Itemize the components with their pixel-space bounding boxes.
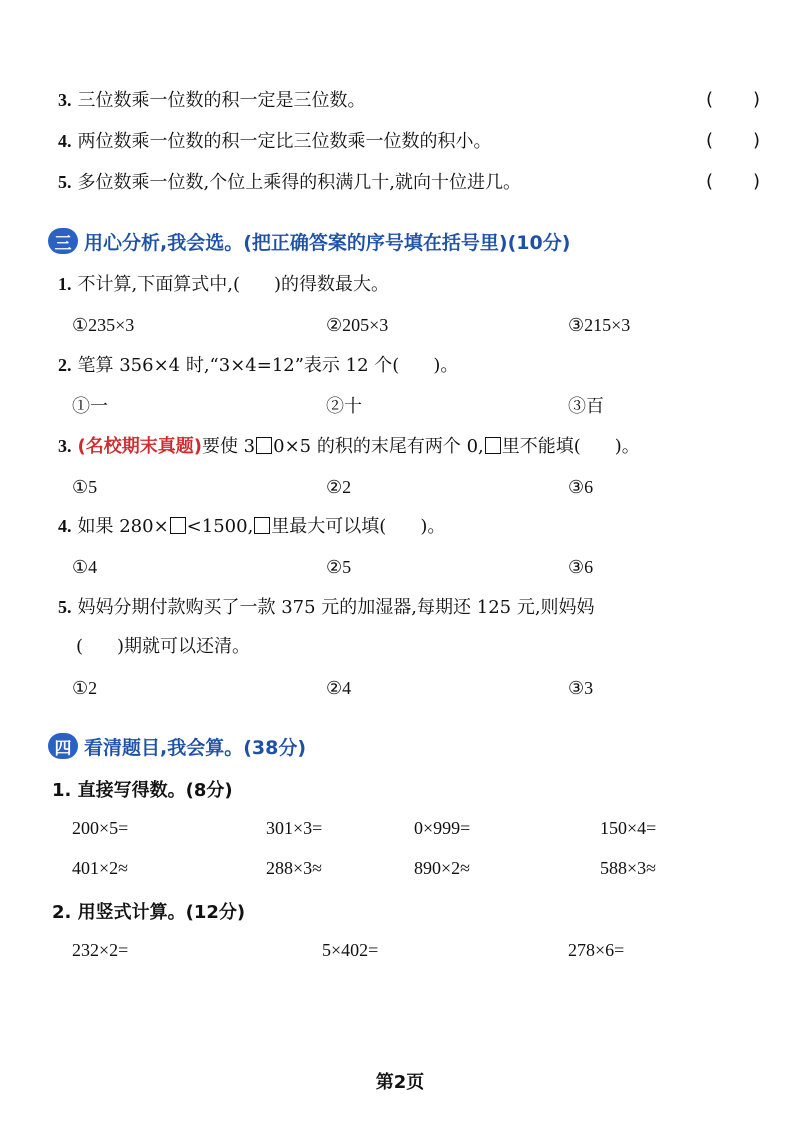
section-title: 看清题目,我会算。(38分) <box>84 736 307 759</box>
section-badge: 三 <box>48 228 78 254</box>
question-text: 要使 3 <box>201 436 256 457</box>
calc-item[interactable]: 401×2≈ <box>72 858 129 878</box>
choice-question-2 <box>58 353 760 378</box>
option-3[interactable]: ③3 <box>568 678 594 698</box>
subsection-title: 1. 直接写得数。(8分) <box>52 780 233 801</box>
question-text: 不计算,下面算式中,( <box>77 274 240 295</box>
judge-item-4 <box>58 129 760 154</box>
question-text: )的得数最大。 <box>273 274 389 295</box>
question-text: 妈妈分期付款购买了一款 375 元的加湿器,每期还 125 元,则妈妈 <box>77 597 595 618</box>
item-number: 5. <box>58 172 72 192</box>
question-text: 里不能填( <box>501 436 581 457</box>
option-3[interactable]: ③百 <box>568 396 604 416</box>
answer-blank[interactable]: ( ) <box>705 89 760 110</box>
question-number: 1. <box>58 274 72 294</box>
calc-item[interactable]: 200×5= <box>72 818 129 838</box>
item-text: 多位数乘一位数,个位上乘得的积满几十,就向十位进几。 <box>77 172 521 193</box>
option-2[interactable]: ②205×3 <box>326 315 389 335</box>
question-text: 0×5 的积的末尾有两个 0, <box>273 436 484 457</box>
option-3[interactable]: ③6 <box>568 557 594 577</box>
question-text: )。 <box>614 436 640 457</box>
choice-question-3 <box>58 434 760 459</box>
calc-item[interactable]: 278×6= <box>568 940 625 960</box>
subsection-title: 2. 用竖式计算。(12分) <box>52 902 246 923</box>
question-text: 笔算 356×4 时,“3×4=12”表示 12 个( <box>77 355 400 376</box>
section-badge: 四 <box>48 733 78 759</box>
calc-item[interactable]: 0×999= <box>414 818 471 838</box>
question-text: )。 <box>433 355 459 376</box>
option-1[interactable]: ①235×3 <box>72 315 135 335</box>
option-2[interactable]: ②十 <box>326 396 362 416</box>
option-2[interactable]: ②5 <box>326 557 352 577</box>
choice-question-1 <box>58 272 760 297</box>
choice-question-5 <box>58 595 760 620</box>
question-text: 如果 280× <box>77 516 169 537</box>
item-number: 3. <box>58 90 72 110</box>
calc-item[interactable]: 150×4= <box>600 818 657 838</box>
option-1[interactable]: ①2 <box>72 678 98 698</box>
answer-blank[interactable]: ( ) <box>705 130 760 151</box>
section-3-header <box>48 226 570 256</box>
answer-blank[interactable]: ( ) <box>705 171 760 192</box>
option-3[interactable]: ③215×3 <box>568 315 631 335</box>
question-number: 5. <box>58 597 72 617</box>
option-3[interactable]: ③6 <box>568 477 594 497</box>
blank-box-icon <box>254 517 270 534</box>
section-title: 用心分析,我会选。(把正确答案的序号填在括号里)(10分) <box>84 231 571 254</box>
choice-question-4 <box>58 514 760 539</box>
judge-item-3 <box>58 88 760 113</box>
blank-box-icon <box>170 517 186 534</box>
question-text: )期就可以还清。 <box>117 636 251 657</box>
option-1[interactable]: ①一 <box>72 396 108 416</box>
question-text: <1500, <box>186 516 254 537</box>
calc-item[interactable]: 232×2= <box>72 940 129 960</box>
judge-item-5 <box>58 170 760 195</box>
option-1[interactable]: ①5 <box>72 477 98 497</box>
option-2[interactable]: ②2 <box>326 477 352 497</box>
item-text: 两位数乘一位数的积一定比三位数乘一位数的积小。 <box>77 131 492 152</box>
blank-box-icon <box>485 437 501 454</box>
calc-item[interactable]: 890×2≈ <box>414 858 471 878</box>
source-tag: (名校期末真题) <box>77 436 202 457</box>
option-1[interactable]: ①4 <box>72 557 98 577</box>
question-text: 里最大可以填( <box>271 516 387 537</box>
item-number: 4. <box>58 131 72 151</box>
section-4-header <box>48 731 306 761</box>
calc-item[interactable]: 588×3≈ <box>600 858 657 878</box>
item-text: 三位数乘一位数的积一定是三位数。 <box>77 90 366 111</box>
choice-question-5-cont <box>76 635 760 659</box>
calc-item[interactable]: 301×3= <box>266 818 323 838</box>
question-text: )。 <box>420 516 446 537</box>
page-number: 第2页 <box>375 1072 425 1093</box>
question-number: 4. <box>58 516 72 536</box>
question-text: ( <box>76 636 84 657</box>
calc-item[interactable]: 288×3≈ <box>266 858 323 878</box>
question-number: 3. <box>58 436 72 456</box>
calc-item[interactable]: 5×402= <box>322 940 379 960</box>
question-number: 2. <box>58 355 72 375</box>
option-2[interactable]: ②4 <box>326 678 352 698</box>
blank-box-icon <box>256 437 272 454</box>
